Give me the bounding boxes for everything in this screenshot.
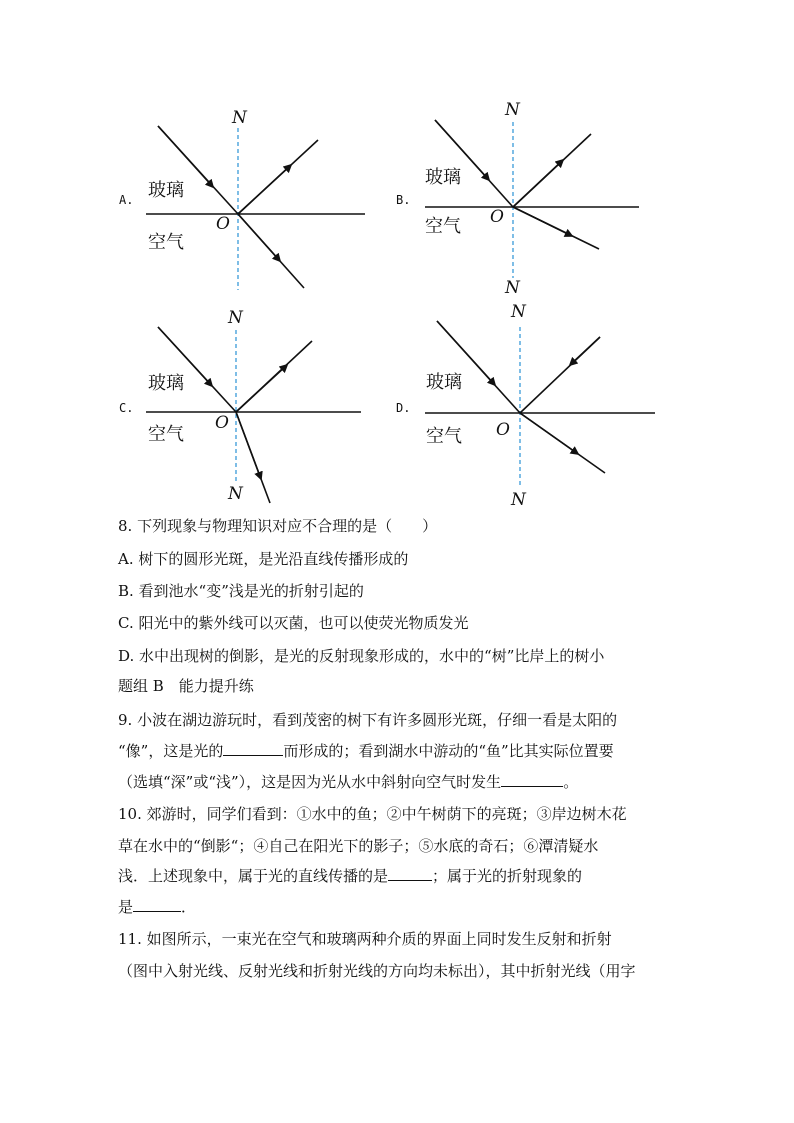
figure-c-option: C. xyxy=(119,401,134,415)
figure-d-option: D. xyxy=(396,401,411,415)
q10-line-3 xyxy=(118,865,582,887)
figure-d-normal-top-label: N xyxy=(511,302,526,322)
figure-a-origin-label: O xyxy=(216,214,230,234)
q9-line-3 xyxy=(118,771,578,793)
q9-line-2-part-2: 而形成的；看到湖水中游动的“鱼”比其实际位置要 xyxy=(283,742,614,760)
figure-a-normal-top-label: N xyxy=(232,108,247,128)
figure-c-glass-label: 玻璃 xyxy=(148,373,184,394)
figure-a-option: A. xyxy=(119,193,134,207)
q10-blank-2[interactable] xyxy=(133,897,181,912)
q9-line-2-part-1: “像”，这是光的 xyxy=(118,742,224,760)
q9-line-1: 9. 小波在湖边游玩时，看到茂密的树下有许多圆形光斑，仔细一看是太阳的 xyxy=(118,711,618,729)
reflected-arrow xyxy=(513,160,563,207)
refracted-arrow xyxy=(513,207,572,236)
figure-d-origin-label: O xyxy=(496,420,510,440)
q10-line-3-part-2: ；属于光的折射现象的 xyxy=(432,867,583,885)
figure-a-air-label: 空气 xyxy=(148,232,184,253)
figure-b-option: B. xyxy=(396,193,411,207)
q10-line-4-part-2: ． xyxy=(181,898,197,916)
q10-line-4-part-1: 是 xyxy=(118,898,134,916)
q8-option-d: D. 水中出现树的倒影，是光的反射现象形成的，水中的“树”比岸上的树小 xyxy=(118,647,605,665)
q9-blank-2[interactable] xyxy=(501,772,563,787)
figure-a-glass-label: 玻璃 xyxy=(148,180,184,201)
q8-stem: 8. 下列现象与物理知识对应不合理的是（ ） xyxy=(118,517,438,535)
figure-b-air-label: 空气 xyxy=(425,216,461,237)
q8-option-b: B. 看到池水“变”浅是光的折射引起的 xyxy=(118,582,364,600)
second-ray-arrow xyxy=(570,337,600,365)
figure-b-glass-label: 玻璃 xyxy=(425,167,461,188)
refracted-arrow xyxy=(238,214,280,261)
q8-option-a: A. 树下的圆形光斑，是光沿直线传播形成的 xyxy=(118,550,409,568)
q10-line-4 xyxy=(118,896,196,918)
q9-line-3-part-2: 。 xyxy=(563,773,579,791)
figure-c-diagram xyxy=(140,305,380,510)
figure-d-glass-label: 玻璃 xyxy=(426,372,462,393)
q10-line-1: 10. 郊游时，同学们看到：①水中的鱼；②中午树荫下的亮斑；③岸边树木花 xyxy=(118,805,627,823)
q9-line-3-part-1: （选填“深”或“浅”），这是因为光从水中斜射向空气时发生 xyxy=(118,773,502,791)
figure-c-air-label: 空气 xyxy=(148,424,184,445)
figure-c-normal-bottom-label: N xyxy=(228,484,243,504)
figure-d-normal-bottom-label: N xyxy=(511,490,526,510)
reflected-arrow xyxy=(236,365,287,412)
reflected-arrow xyxy=(238,165,291,214)
figure-b-diagram xyxy=(415,100,655,300)
q10-blank-1[interactable] xyxy=(388,866,432,881)
group-heading: 题组 B 能力提升练 xyxy=(118,677,254,695)
figure-b-normal-top-label: N xyxy=(505,100,520,120)
figure-c-normal-top-label: N xyxy=(228,308,243,328)
q9-line-2 xyxy=(118,740,614,762)
q10-line-2: 草在水中的“倒影“；④自己在阳光下的影子；⑤水底的奇石；⑥潭清疑水 xyxy=(118,837,599,855)
figure-d-air-label: 空气 xyxy=(426,426,462,447)
figure-d-diagram xyxy=(415,305,660,510)
refracted-arrow xyxy=(236,412,261,479)
q9-blank-1[interactable] xyxy=(223,741,283,756)
q8-option-c: C. 阳光中的紫外线可以灭菌，也可以使荧光物质发光 xyxy=(118,614,469,632)
figure-b-normal-bottom-label: N xyxy=(505,278,520,298)
q10-line-3-part-1: 浅．上述现象中，属于光的直线传播的是 xyxy=(118,867,389,885)
q11-line-1: 11. 如图所示，一束光在空气和玻璃两种介质的界面上同时发生反射和折射 xyxy=(118,930,612,948)
refracted-arrow xyxy=(520,413,578,454)
figure-b-origin-label: O xyxy=(490,207,504,227)
figure-c-origin-label: O xyxy=(215,413,229,433)
q11-line-2: （图中入射光线、反射光线和折射光线的方向均未标出），其中折射光线（用字 xyxy=(118,962,636,980)
